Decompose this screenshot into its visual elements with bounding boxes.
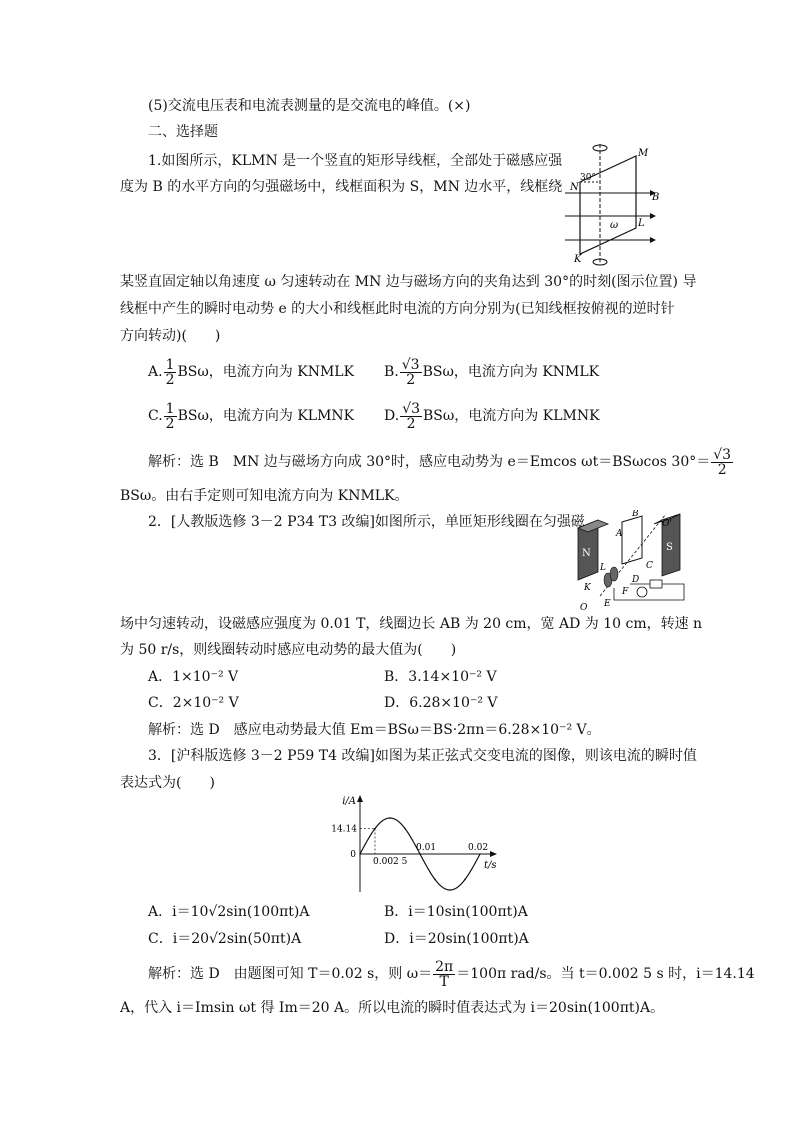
label-B: B	[652, 192, 660, 203]
label-omega: ω	[610, 220, 619, 231]
q1-line1: 1.如图所示，KLMN 是一个竖直的矩形导线框，全部处于磁感应强	[148, 153, 563, 169]
q2-line3: 为 50 r/s，则线圈转动时感应电动势的最大值为( )	[120, 642, 457, 658]
q2-option-b[interactable]: B．3.14×10⁻² V	[384, 669, 497, 685]
option-text: BSω，电流方向为 KLMNK	[423, 408, 600, 424]
q2-figure	[570, 510, 690, 612]
q1-option-c[interactable]	[148, 400, 354, 432]
label-C: C	[646, 561, 653, 571]
label-K: K	[584, 583, 591, 593]
fraction: $\frac{√3}{2}$	[402, 400, 421, 432]
label-E: E	[604, 599, 611, 609]
q3-option-d[interactable]: D．i＝20sin(100πt)A	[384, 931, 529, 947]
q2-analysis: 解析：选 D 感应电动势最大值 Em＝BSω＝BS·2πn＝6.28×10⁻² V。	[148, 722, 601, 738]
option-label: C.	[148, 408, 163, 424]
field-arrow-icon	[650, 213, 656, 219]
data-point	[434, 879, 436, 881]
label-O: O	[580, 603, 588, 612]
label-S: S	[666, 542, 673, 553]
q3-option-c[interactable]: C．i＝20√2sin(50πt)A	[148, 931, 302, 947]
label-N: N	[570, 182, 579, 193]
label-O-prime: O'	[662, 519, 672, 529]
q1-option-a[interactable]	[148, 356, 354, 388]
q3-line1: 3．[沪科版选修 3－2 P59 T4 改编]如图为某正弦式交变电流的图像，则该电流的瞬时值	[148, 748, 697, 764]
option-label: B.	[384, 364, 399, 380]
option-text: BSω，电流方向为 KNMLK	[177, 364, 355, 380]
x-axis-arrow-icon	[490, 851, 497, 857]
fraction: $\frac{1}{2}$	[165, 356, 175, 388]
fraction: $\frac{2\pi}{T}$	[435, 958, 454, 990]
data-point	[419, 853, 421, 855]
y-axis-arrow-icon	[357, 795, 363, 802]
q1-option-b[interactable]	[384, 356, 599, 388]
y-axis-label: i/A	[342, 796, 356, 807]
data-point	[479, 853, 481, 855]
label-A: A	[616, 529, 623, 539]
q2-line2: 场中匀速转动，设磁感应强度为 0.01 T，线圈边长 AB 为 20 cm，宽 AD 为 10 cm，转速 n	[120, 616, 703, 632]
fraction: $\frac{1}{2}$	[165, 400, 175, 432]
current-chart	[320, 792, 500, 894]
option-text: BSω，电流方向为 KLMNK	[177, 408, 355, 424]
q1-figure	[560, 138, 668, 270]
q3-option-b[interactable]: B．i＝10sin(100πt)A	[384, 904, 528, 920]
section-heading: 二、选择题	[148, 124, 218, 140]
angle-label: 30°	[580, 173, 596, 183]
x-axis-label: t/s	[484, 860, 497, 871]
q1-line5: 方向转动)( )	[120, 328, 221, 344]
option-text: BSω，电流方向为 KNMLK	[422, 364, 600, 380]
option-label: D.	[384, 408, 400, 424]
q3-line2: 表达式为( )	[120, 775, 215, 791]
q2-option-d[interactable]: D．6.28×10⁻² V	[384, 695, 498, 711]
wire-frame	[580, 156, 636, 254]
label-L: L	[638, 218, 645, 229]
x-tick-label: 0.02	[468, 843, 489, 853]
option-label: A.	[148, 364, 163, 380]
fraction: $\frac{√3}{2}$	[401, 356, 420, 388]
data-point	[404, 828, 406, 830]
label-N: N	[582, 548, 591, 559]
top-statement: (5)交流电压表和电流表测量的是交流电的峰值。(×)	[148, 98, 471, 114]
label-L: L	[600, 563, 606, 573]
x-tick-label: 0.002 5	[373, 857, 408, 867]
fraction: $\frac{√3}{2}$	[713, 446, 732, 478]
q1-option-d[interactable]	[384, 400, 600, 432]
label-K: K	[574, 254, 582, 265]
meter-icon	[637, 587, 647, 597]
q1-line4: 线框中产生的瞬时电动势 e 的大小和线框此时电流的方向分别为(已知线框按俯视的逆时针	[120, 301, 675, 317]
q2-option-c[interactable]: C．2×10⁻² V	[148, 695, 239, 711]
x-tick-label: 0.01	[416, 843, 437, 853]
label-F: F	[622, 587, 629, 597]
data-point	[464, 879, 466, 881]
q3-analysis-line1: 解析：选 D 由题图可知 T＝0.02 s，则 ω＝ $\frac{2\pi}{T}$ ＝100π rad/s。当 t＝0.002 5 s 时，i＝14.14	[148, 958, 755, 990]
field-arrow-icon	[650, 237, 656, 243]
slip-ring	[610, 567, 618, 581]
label-D: D	[632, 575, 640, 585]
q3-option-a[interactable]: A．i＝10√2sin(100πt)A	[148, 904, 310, 920]
data-point	[389, 817, 391, 819]
label-B: B	[632, 510, 639, 519]
q2-option-a[interactable]: A．1×10⁻² V	[148, 669, 239, 685]
q2-line1: 2．[人教版选修 3－2 P34 T3 改编]如图所示，单匝矩形线圈在匀强磁	[148, 514, 585, 530]
data-point	[449, 889, 451, 891]
label-M: M	[638, 148, 649, 159]
data-point	[359, 853, 361, 855]
y-tick-label: 0	[350, 850, 356, 860]
y-tick-label: 14.14	[331, 824, 357, 835]
q3-analysis-line2: A，代入 i＝Imsin ωt 得 Im＝20 A。所以电流的瞬时值表达式为 i＝20sin(100πt)A。	[120, 1000, 665, 1016]
q1-line2: 度为 B 的水平方向的匀强磁场中，线框面积为 S，MN 边水平，线框绕	[120, 179, 563, 195]
q1-analysis-line2: BSω。由右手定则可知电流方向为 KNMLK。	[120, 488, 409, 504]
q1-line3: 某竖直固定轴以角速度 ω 匀速转动在 MN 边与磁场方向的夹角达到 30°的时刻(图示位置) 导	[120, 274, 697, 290]
q1-analysis-line1: 解析：选 B MN 边与磁场方向成 30°时，感应电动势为 e＝Emcos ωt＝BSωcos 30°＝ $\frac{√3}{2}$	[148, 446, 732, 478]
resistor-icon	[650, 580, 662, 588]
